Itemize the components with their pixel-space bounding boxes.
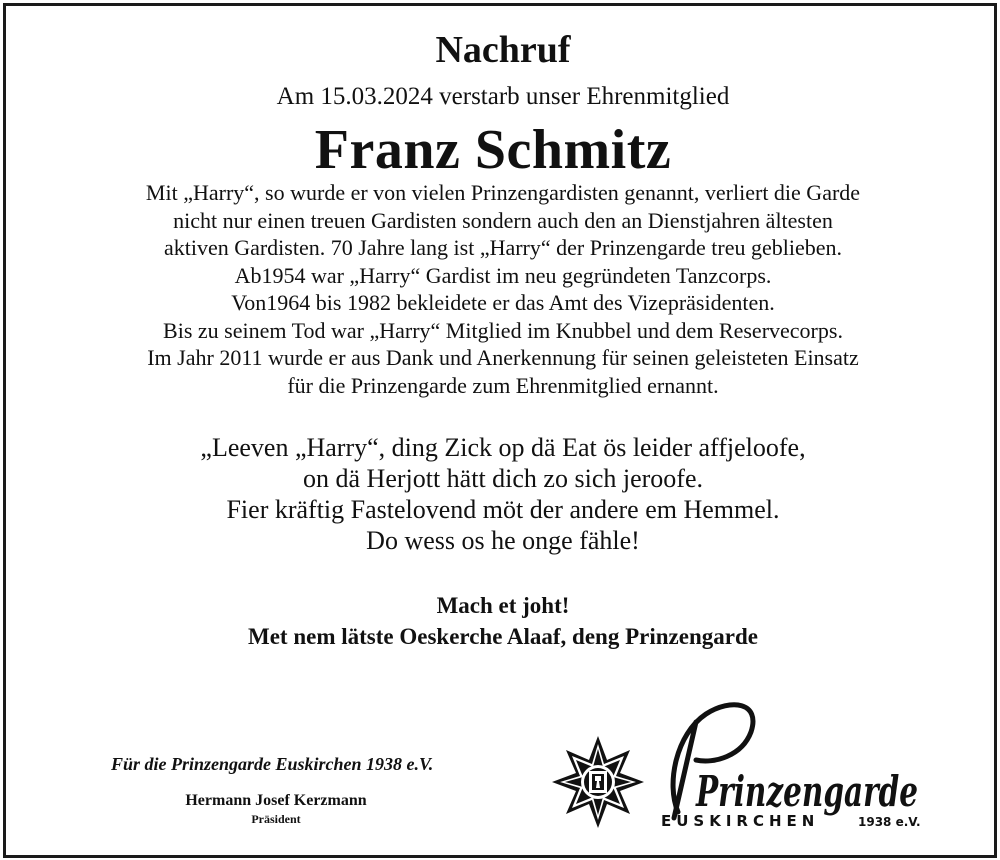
- notice-border: [3, 3, 997, 858]
- notice-title: Nachruf: [435, 29, 571, 71]
- poem-line: „Leeven „Harry“, ding Zick op dä Eat ös leider affjeloofe,: [200, 433, 806, 462]
- biography-line: aktiven Gardisten. 70 Jahre lang ist „Harry“ der Prinzengarde treu geblieben.: [163, 235, 843, 260]
- closing-farewell: [6, 590, 1000, 652]
- poem-line: Do wess os he onge fähle!: [366, 526, 640, 555]
- logo-year: 1938 e.V.: [858, 815, 921, 829]
- signatory-role: Präsident: [251, 812, 301, 826]
- death-announcement: Am 15.03.2024 verstarb unser Ehrenmitglied: [276, 83, 730, 110]
- logo-script-text: Prinzengarde: [695, 767, 918, 816]
- poem-line: on dä Herjott hätt dich zo sich jeroofe.: [303, 464, 703, 493]
- biography-line: nicht nur einen treuen Gardisten sondern auch den an Dienstjahren ältesten: [173, 207, 833, 233]
- prinzengarde-logo: [546, 694, 926, 844]
- closing-line: Mach et joht!: [436, 593, 570, 618]
- deceased-name: Franz Schmitz: [314, 119, 672, 181]
- signing-organization: Für die Prinzengarde Euskirchen 1938 e.V.: [111, 754, 434, 774]
- biography-line: Mit „Harry“, so wurde er von vielen Prinzengardisten genannt, verliert die Garde: [145, 180, 861, 205]
- biography: [6, 179, 1000, 399]
- biography-line: Ab1954 war „Harry“ Gardist im neu gegründeten Tanzcorps.: [234, 262, 772, 288]
- closing-line: Met nem lätste Oeskerche Alaaf, deng Prinzengarde: [248, 624, 758, 649]
- star-emblem-icon: [552, 736, 644, 828]
- signatory-name: Hermann Josef Kerzmann: [185, 792, 367, 809]
- biography-line: Bis zu seinem Tod war „Harry“ Mitglied im Knubbel und dem Reservecorps.: [163, 317, 843, 343]
- logo-city: EUSKIRCHEN: [661, 812, 820, 830]
- biography-line: für die Prinzengarde zum Ehrenmitglied ernannt.: [287, 372, 719, 398]
- poem-line: Fier kräftig Fastelovend möt der andere em Hemmel.: [226, 495, 780, 524]
- dialect-poem: [6, 432, 1000, 556]
- biography-line: Von1964 bis 1982 bekleidete er das Amt des Vizepräsidenten.: [231, 290, 775, 315]
- biography-line: Im Jahr 2011 wurde er aus Dank und Anerkennung für seinen geleisteten Einsatz: [147, 345, 859, 370]
